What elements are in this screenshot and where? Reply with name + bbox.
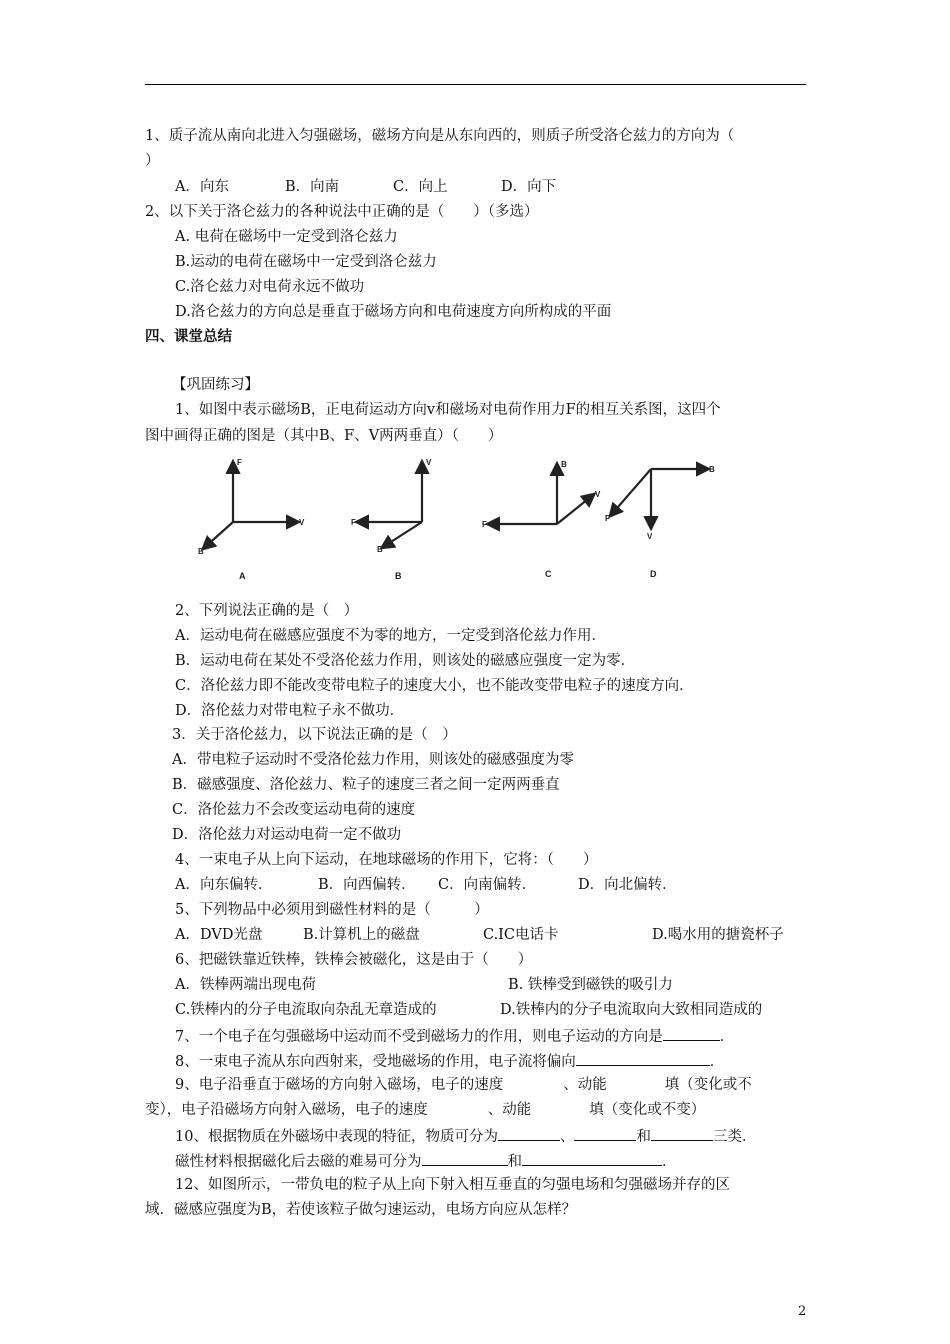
p9-line1-b: 、动能 — [563, 1077, 607, 1093]
p10-line1-a: 10、根据物质在外磁场中表现的特征，物质可分为 — [175, 1129, 498, 1145]
q1-option-d: D．向下 — [501, 179, 557, 195]
diagram-d-label: D — [650, 569, 657, 579]
p12-line1: 12、如图所示，一带负电的粒子从上向下射入相互垂直的匀强电场和匀强磁场并存的区 — [175, 1177, 730, 1193]
p7-end: ． — [719, 1029, 735, 1045]
p3-option-c: C．洛伦兹力不会改变运动电荷的速度 — [172, 802, 416, 818]
q2-stem: 2、以下关于洛仑兹力的各种说法中正确的是（ ）（多选） — [145, 204, 539, 220]
diagram-c-f-label: F — [482, 520, 487, 529]
diagram-b-b-label: B — [377, 545, 383, 554]
p4-option-a: A．向东偏转． — [175, 877, 273, 893]
diagram-c-b-label: B — [561, 460, 567, 469]
p2-option-d: D．洛伦兹力对带电粒子永不做功． — [175, 703, 405, 719]
p10-line2-end: ． — [662, 1154, 677, 1170]
p9-line1 — [175, 1076, 752, 1094]
p10-blank-3[interactable] — [651, 1126, 713, 1141]
p4-stem: 4、一束电子从上向下运动，在地球磁场的作用下，它将：（ ） — [175, 852, 598, 868]
q1-option-b: B．向南 — [285, 179, 340, 195]
diagram-b-b-arrow — [383, 522, 422, 547]
diagram-b-f-label: F — [351, 518, 356, 527]
p7-line — [175, 1026, 734, 1046]
diagram-d-f-arrow — [611, 469, 651, 515]
q2-option-a: A. 电荷在磁场中一定受到洛仑兹力 — [175, 229, 398, 245]
p3-option-d: D．洛伦兹力对运动电荷一定不做功 — [172, 827, 402, 843]
p9-line1-a: 9、电子沿垂直于磁场的方向射入磁场，电子的速度 — [175, 1077, 504, 1093]
p8-text: 8、一束电子流从东向西射来，受地磁场的作用，电子流将偏向 — [175, 1054, 576, 1070]
p1-stem-line2: 图中画得正确的图是（其中B、F、V两两垂直）（ ） — [145, 428, 503, 444]
p10-line2-sep: 和 — [507, 1154, 522, 1170]
q1-stem-line1: 1、质子流从南向北进入匀强磁场，磁场方向是从东向西的，则质子所受洛仑兹力的方向为（ — [145, 128, 735, 144]
p10-blank-2[interactable] — [574, 1126, 636, 1141]
p9-line1-c: 填（变化或不 — [664, 1077, 752, 1093]
diagram-c-v-arrow — [557, 495, 593, 524]
diagram-d-b-label: B — [709, 465, 715, 474]
q1-option-c: C．向上 — [393, 179, 448, 195]
diagram-d-v-label: V — [647, 532, 653, 541]
diagram-a-b-arrow — [204, 522, 233, 548]
p6-option-a: A．铁棒两端出现电荷 — [175, 977, 316, 993]
p10-line1 — [175, 1126, 756, 1146]
p6-stem: 6、把磁铁靠近铁棒，铁棒会被磁化，这是由于（ ） — [175, 952, 533, 968]
page-number: 2 — [798, 1304, 807, 1319]
p10-line2 — [175, 1151, 677, 1171]
practice-title: 【巩固练习】 — [172, 377, 259, 393]
header-rule — [145, 84, 806, 85]
p2-stem: 2、下列说法正确的是（ ） — [175, 603, 359, 619]
p10-line1-sep2: 和 — [636, 1129, 651, 1145]
p4-option-b: B．向西偏转． — [318, 877, 416, 893]
force-direction-figure — [195, 455, 735, 585]
diagram-c-v-label: V — [595, 490, 601, 499]
p9-line2-b: 、动能 — [487, 1102, 532, 1118]
diagram-a-b-label: B — [198, 547, 204, 556]
p10-line1-end: 三类． — [712, 1129, 757, 1145]
q1-stem-line2: ） — [145, 153, 160, 169]
p9-line2-c: 填（变化或不变） — [589, 1102, 706, 1118]
q2-option-b: B.运动的电荷在磁场中一定受到洛仑兹力 — [175, 254, 437, 270]
diagram-b-label: B — [395, 571, 402, 581]
p5-stem: 5、下列物品中必须用到磁性材料的是（ ） — [175, 902, 489, 918]
p8-line — [175, 1051, 724, 1071]
p5-option-b: B.计算机上的磁盘 — [303, 927, 420, 943]
p10-line1-sep1: 、 — [559, 1129, 575, 1145]
diagram-a-f-label: F — [237, 458, 242, 467]
p12-line2: 域．磁感应强度为B，若使该粒子做匀速运动，电场方向应从怎样？ — [145, 1202, 577, 1218]
p7-blank[interactable] — [663, 1026, 720, 1041]
p2-option-b: B．运动电荷在某处不受洛伦兹力作用，则该处的磁感应强度一定为零． — [175, 653, 636, 669]
p1-stem-line1: 1、如图中表示磁场B，正电荷运动方向v和磁场对电荷作用力F的相互关系图，这四个 — [175, 402, 721, 418]
q1-option-a: A．向东 — [175, 179, 229, 195]
p5-option-c: C.IC电话卡 — [483, 927, 559, 943]
p9-line2-a: 变），电子沿磁场方向射入磁场，电子的速度 — [145, 1102, 428, 1118]
q2-option-d: D.洛仑兹力的方向总是垂直于磁场方向和电荷速度方向所构成的平面 — [175, 304, 612, 320]
p6-option-d: D.铁棒内的分子电流取向大致相同造成的 — [500, 1002, 763, 1018]
p8-end: ． — [709, 1054, 725, 1070]
p6-option-c: C.铁棒内的分子电流取向杂乱无章造成的 — [175, 1002, 437, 1018]
p4-option-c: C．向南偏转． — [438, 877, 537, 893]
p2-option-a: A．运动电荷在磁感应强度不为零的地方，一定受到洛伦兹力作用． — [175, 628, 606, 644]
p9-line2 — [145, 1101, 705, 1119]
p5-option-a: A．DVD光盘 — [175, 927, 263, 943]
p7-text: 7、一个电子在匀强磁场中运动而不受到磁场力的作用，则电子运动的方向是 — [175, 1029, 663, 1045]
diagram-b-v-label: V — [426, 458, 432, 467]
diagram-a-v-label: V — [299, 518, 305, 527]
p8-blank[interactable] — [576, 1051, 710, 1066]
p10-line2-a: 磁性材料根据磁化后去磁的难易可分为 — [175, 1154, 422, 1170]
p2-option-c: C．洛伦兹力即不能改变带电粒子的速度大小，也不能改变带电粒子的速度方向． — [175, 678, 694, 694]
p3-option-b: B．磁感强度、洛伦兹力、粒子的速度三者之间一定两两垂直 — [172, 777, 560, 793]
p10-blank-1[interactable] — [498, 1126, 560, 1141]
section-title-summary: 四、课堂总结 — [145, 328, 232, 345]
diagram-c-label: C — [545, 569, 552, 579]
p10-blank-4[interactable] — [422, 1151, 508, 1166]
diagram-d-f-label: F — [605, 514, 610, 523]
p6-option-b: B. 铁棒受到磁铁的吸引力 — [508, 977, 673, 993]
p3-option-a: A．带电粒子运动时不受洛伦兹力作用，则该处的磁感强度为零 — [172, 752, 574, 768]
p5-option-d: D.喝水用的搪瓷杯子 — [652, 927, 784, 943]
p10-blank-5[interactable] — [522, 1151, 662, 1166]
p4-option-d: D．向北偏转． — [578, 877, 677, 893]
diagram-a-label: A — [239, 571, 246, 581]
p3-stem: 3．关于洛伦兹力，以下说法正确的是（ ） — [172, 727, 457, 743]
q2-option-c: C.洛仑兹力对电荷永远不做功 — [175, 279, 365, 295]
